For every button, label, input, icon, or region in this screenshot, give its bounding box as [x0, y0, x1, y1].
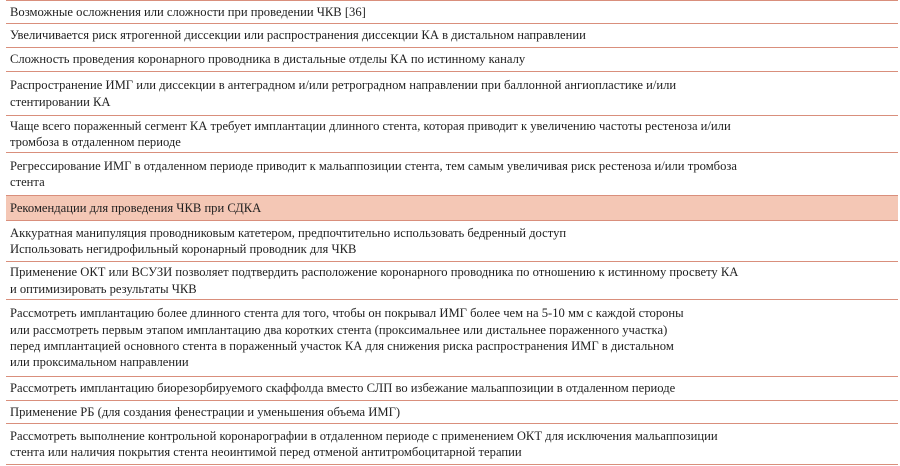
row-text: Применение РБ (для создания фенестрации и уменьшения объема ИМГ): [10, 404, 401, 419]
row-text: Регрессирование ИМГ в отдаленном периоде приводит к мальаппозиции стента, тем самым увеличивая риск рестеноза и/или тромбоза: [10, 158, 737, 173]
table-row: [6, 220, 898, 261]
row-text: Использовать негидрофильный коронарный проводник для ЧКВ: [10, 242, 357, 256]
row-text: или проксимальном направлении: [10, 355, 189, 370]
row-text: Рассмотреть имплантацию более длинного стента для того, чтобы он покрывал ИМГ более чем на 5-10 мм с каждой стороны: [10, 306, 684, 321]
table-row: [6, 47, 898, 71]
row-text: Аккуратная манипуляция проводниковым катетером, предпочтительно использовать бедренный доступ: [10, 225, 567, 240]
row-text: Возможные осложнения или сложности при проведении ЧКВ [36]: [10, 4, 366, 19]
row-text: Сложность проведения коронарного проводника в дистальные отделы КА по истинному каналу: [10, 52, 526, 67]
row-text: или рассмотреть первым этапом имплантацию два коротких стента (проксимальнее или дистальнее пораженного участка): [10, 322, 668, 337]
table-row: [6, 261, 898, 299]
row-text: Увеличивается риск ятрогенной диссекции или распространения диссекции КА в дистальном направлении: [10, 28, 586, 43]
table-row: [6, 23, 898, 47]
table-row: [6, 71, 898, 115]
row-text: перед имплантацией основного стента в пораженный участок КА для снижения риска распространения ИМГ в дистальном: [10, 339, 674, 353]
row-text: и оптимизировать результаты ЧКВ: [10, 281, 197, 296]
table-row: [6, 376, 898, 400]
row-text: тромбоза в отдаленном периоде: [10, 135, 181, 149]
row-text: Распространение ИМГ или диссекции в антеградном и/или ретроградном направлении при баллонной ангиопластике и/или: [10, 78, 677, 93]
row-text: Рассмотреть имплантацию биорезорбируемого скаффолда вместо СЛП во избежание мальаппозиции в отдаленном периоде: [10, 381, 676, 396]
row-text: Чаще всего пораженный сегмент КА требует имплантации длинного стента, которая приводит к увеличению частоты рестеноза и/или: [10, 118, 731, 133]
row-text: Применение ОКТ или ВСУЗИ позволяет подтвердить расположение коронарного проводника по отношению к истинному просвету КА: [10, 265, 739, 280]
section-heading: Рекомендации для проведения ЧКВ при СДКА: [10, 200, 262, 215]
table-row-recommendations-header: [6, 195, 898, 220]
table-row: [6, 299, 898, 376]
row-text: стента: [10, 175, 45, 189]
row-text: стентировании КА: [10, 94, 111, 109]
table-row: [6, 115, 898, 152]
table-row: [6, 152, 898, 195]
table-row-complications-header: [6, 0, 898, 23]
table-row: [6, 423, 898, 465]
table-row: [6, 400, 898, 423]
row-text: Рассмотреть выполнение контрольной коронарографии в отдаленном периоде с применением ОКТ для исключения мальаппозиции: [10, 428, 718, 443]
row-text: стента или наличия покрытия стента неоинтимой перед отменой антитромбоцитарной терапии: [10, 445, 522, 459]
